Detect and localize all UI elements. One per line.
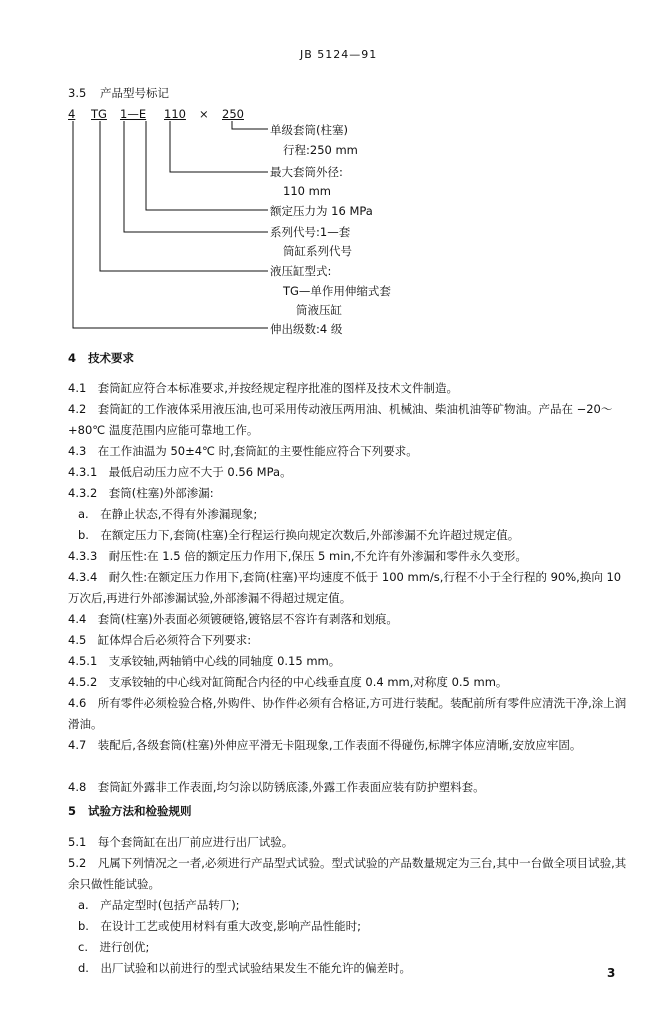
clause-4-5-1: 4.5.1 支承铰轴,两轴销中心线的同轴度 0.15 mm。 [68, 654, 341, 668]
clause-4-3-4: 4.3.4 耐久性:在额定压力作用下,套筒(柱塞)平均速度不低于 100 mm/s,行程不小于全行程的 90%,换向 10 万次后,再进行外部渗漏试验,外部渗漏不得超过规定值。 [68, 570, 622, 605]
clause-5-1: 5.1 每个套筒缸在出厂前应进行出厂试验。 [68, 835, 294, 849]
page-number: 3 [607, 966, 616, 980]
document-code-header: JB 5124—91 [300, 48, 378, 61]
clause-4-3-2: 4.3.2 套筒(柱塞)外部渗漏: [68, 486, 214, 500]
designation-type-label: 液压缸型式: [270, 264, 332, 278]
clause-5-2-a: a. 产品定型时(包括产品转厂); [78, 898, 240, 912]
clause-4-4: 4.4 套筒(柱塞)外表面必须镀硬铬,镀铬层不容许有剥落和划痕。 [68, 612, 398, 626]
designation-diameter-label: 最大套筒外径: [270, 165, 343, 179]
model-part-stages: 4 [68, 107, 76, 121]
section-4-title: 技术要求 [88, 351, 134, 365]
section-3-5-title: 产品型号标记 [100, 86, 169, 100]
section-5-title: 试验方法和检验规则 [88, 804, 192, 818]
model-part-times: × [199, 107, 209, 121]
designation-series-label: 系列代号:1—套 [270, 225, 351, 239]
section-4-number: 4 [68, 351, 77, 365]
clause-4-3-2-a: a. 在静止状态,不得有外渗漏现象; [78, 507, 258, 521]
clause-4-2: 4.2 套筒缸的工作液体采用液压油,也可采用传动液压两用油、机械油、柴油机油等矿物油。产品在 −20～+80℃ 温度范围内应能可靠地工作。 [68, 402, 613, 437]
designation-stroke-value: 行程:250 mm [283, 143, 358, 157]
clause-4-3-3: 4.3.3 耐压性:在 1.5 倍的额定压力作用下,保压 5 min,不允许有外渗漏和零件永久变形。 [68, 549, 527, 563]
clause-4-3: 4.3 在工作油温为 50±4℃ 时,套筒缸的主要性能应符合下列要求。 [68, 444, 418, 458]
clause-4-3-2-b: b. 在额定压力下,套筒(柱塞)全行程运行换向规定次数后,外部渗漏不允许超过规定值。 [78, 528, 520, 542]
clause-4-5: 4.5 缸体焊合后必须符合下列要求: [68, 633, 252, 647]
clause-4-7: 4.7 装配后,各级套筒(柱塞)外伸应平滑无卡阻现象,工作表面不得碰伤,标牌字体应清晰,安放应牢固。 [68, 738, 582, 752]
clause-4-5-2: 4.5.2 支承铰轴的中心线对缸筒配合内径的中心线垂直度 0.4 mm,对称度 0.5 mm。 [68, 675, 508, 689]
clause-4-8: 4.8 套筒缸外露非工作表面,均匀涂以防锈底漆,外露工作表面应装有防护塑料套。 [68, 780, 485, 794]
clause-4-6: 4.6 所有零件必须检验合格,外购件、协作件必须有合格证,方可进行装配。装配前所有零件应清洗干净,涂上润滑油。 [68, 696, 627, 731]
designation-diameter-value: 110 mm [283, 184, 332, 198]
clause-5-2-c: c. 进行创优; [78, 940, 150, 954]
clause-4-1: 4.1 套筒缸应符合本标准要求,并按经规定程序批准的图样及技术文件制造。 [68, 381, 458, 395]
section-3-5-number: 3.5 [68, 86, 87, 100]
designation-series-value: 筒缸系列代号 [283, 244, 352, 258]
designation-pressure: 额定压力为 16 MPa [270, 204, 373, 218]
model-part-diameter: 110 [164, 107, 186, 121]
designation-type-value-cont: 筒液压缸 [296, 303, 342, 317]
model-part-type: TG [91, 107, 107, 121]
section-5-number: 5 [68, 804, 77, 818]
model-part-series-pressure: 1—E [120, 107, 147, 121]
designation-stages: 伸出级数:4 级 [270, 322, 343, 336]
clause-5-2: 5.2 凡属下列情况之一者,必须进行产品型式试验。型式试验的产品数量规定为三台,其中一台做全项目试验,其余只做性能试验。 [68, 856, 627, 891]
clause-5-2-d: d. 出厂试验和以前进行的型式试验结果发生不能允许的偏差时。 [78, 961, 411, 975]
clause-5-2-b: b. 在设计工艺或使用材料有重大改变,影响产品性能时; [78, 919, 361, 933]
designation-stroke-label: 单级套筒(柱塞) [270, 123, 348, 137]
clause-4-3-1: 4.3.1 最低启动压力应不大于 0.56 MPa。 [68, 465, 292, 479]
model-part-stroke: 250 [222, 107, 244, 121]
designation-type-value: TG—单作用伸缩式套 [283, 284, 391, 298]
